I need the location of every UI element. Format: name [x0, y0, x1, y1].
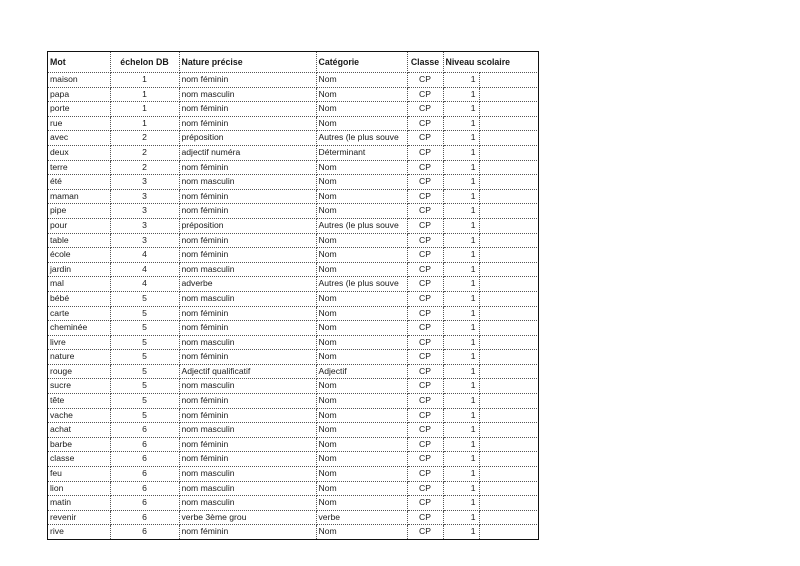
cell-echelon[interactable]: 6 [110, 525, 179, 539]
cell-niveau[interactable]: 1 [443, 467, 479, 482]
table-row [48, 306, 537, 321]
cell-categorie[interactable]: Nom [316, 102, 407, 117]
cell-mot[interactable]: école [48, 248, 110, 263]
cell-classe[interactable]: CP [407, 233, 443, 248]
cell-nature[interactable]: nom féminin [179, 204, 316, 219]
cell-categorie[interactable]: Nom [316, 116, 407, 131]
cell-empty[interactable] [479, 204, 537, 219]
cell-empty[interactable] [479, 248, 537, 263]
cell-nature[interactable]: adverbe [179, 277, 316, 292]
cell-empty[interactable] [479, 291, 537, 306]
cell-empty[interactable] [479, 145, 537, 160]
cell-niveau[interactable]: 1 [443, 145, 479, 160]
cell-classe[interactable]: CP [407, 102, 443, 117]
cell-categorie[interactable]: Nom [316, 233, 407, 248]
cell-echelon[interactable]: 6 [110, 437, 179, 452]
cell-echelon[interactable]: 5 [110, 321, 179, 336]
cell-niveau[interactable]: 1 [443, 306, 479, 321]
cell-niveau[interactable]: 1 [443, 175, 479, 190]
header-row [48, 52, 537, 73]
cell-niveau[interactable]: 1 [443, 218, 479, 233]
table-row [48, 73, 537, 88]
table-row [48, 175, 537, 190]
cell-nature[interactable]: Adjectif qualificatif [179, 364, 316, 379]
table-row [48, 87, 537, 102]
cell-classe[interactable]: CP [407, 437, 443, 452]
cell-mot[interactable]: jardin [48, 262, 110, 277]
cell-empty[interactable] [479, 364, 537, 379]
cell-niveau[interactable]: 1 [443, 350, 479, 365]
cell-categorie[interactable]: verbe [316, 510, 407, 525]
cell-empty[interactable] [479, 87, 537, 102]
cell-echelon[interactable]: 1 [110, 116, 179, 131]
cell-categorie[interactable]: Nom [316, 467, 407, 482]
table-row [48, 277, 537, 292]
cell-nature[interactable]: préposition [179, 131, 316, 146]
cell-echelon[interactable]: 5 [110, 364, 179, 379]
cell-mot[interactable]: sucre [48, 379, 110, 394]
table-row [48, 496, 537, 511]
cell-niveau[interactable]: 1 [443, 262, 479, 277]
cell-categorie[interactable]: Autres (le plus souve [316, 131, 407, 146]
cell-categorie[interactable]: Nom [316, 525, 407, 539]
cell-classe[interactable]: CP [407, 525, 443, 539]
cell-nature[interactable]: nom masculin [179, 379, 316, 394]
cell-mot[interactable]: cheminée [48, 321, 110, 336]
cell-classe[interactable]: CP [407, 394, 443, 409]
cell-classe[interactable]: CP [407, 218, 443, 233]
cell-empty[interactable] [479, 233, 537, 248]
cell-mot[interactable]: maman [48, 189, 110, 204]
cell-mot[interactable]: pour [48, 218, 110, 233]
cell-nature[interactable]: nom masculin [179, 262, 316, 277]
cell-empty[interactable] [479, 335, 537, 350]
cell-mot[interactable]: matin [48, 496, 110, 511]
cell-echelon[interactable]: 6 [110, 496, 179, 511]
cell-echelon[interactable]: 5 [110, 350, 179, 365]
header-categorie: Catégorie [316, 52, 407, 73]
cell-categorie[interactable]: Nom [316, 160, 407, 175]
cell-categorie[interactable]: Nom [316, 394, 407, 409]
cell-nature[interactable]: nom féminin [179, 248, 316, 263]
cell-nature[interactable]: nom féminin [179, 394, 316, 409]
cell-nature[interactable]: nom féminin [179, 437, 316, 452]
cell-empty[interactable] [479, 189, 537, 204]
cell-nature[interactable]: nom féminin [179, 233, 316, 248]
cell-empty[interactable] [479, 496, 537, 511]
cell-classe[interactable]: CP [407, 306, 443, 321]
table-row [48, 481, 537, 496]
cell-categorie[interactable]: Nom [316, 321, 407, 336]
cell-nature[interactable]: nom féminin [179, 452, 316, 467]
cell-empty[interactable] [479, 102, 537, 117]
table-row [48, 204, 537, 219]
cell-echelon[interactable]: 2 [110, 145, 179, 160]
table-row [48, 423, 537, 438]
cell-nature[interactable]: nom masculin [179, 335, 316, 350]
cell-nature[interactable]: nom masculin [179, 481, 316, 496]
cell-empty[interactable] [479, 510, 537, 525]
cell-categorie[interactable]: Nom [316, 189, 407, 204]
cell-categorie[interactable]: Nom [316, 452, 407, 467]
table-row [48, 233, 537, 248]
cell-classe[interactable]: CP [407, 321, 443, 336]
cell-empty[interactable] [479, 277, 537, 292]
cell-classe[interactable]: CP [407, 87, 443, 102]
cell-niveau[interactable]: 1 [443, 452, 479, 467]
cell-empty[interactable] [479, 306, 537, 321]
table-row [48, 335, 537, 350]
cell-echelon[interactable]: 3 [110, 218, 179, 233]
cell-niveau[interactable]: 1 [443, 525, 479, 539]
cell-echelon[interactable]: 6 [110, 467, 179, 482]
table-row [48, 189, 537, 204]
cell-empty[interactable] [479, 408, 537, 423]
cell-echelon[interactable]: 6 [110, 452, 179, 467]
header-niveau: Niveau scolaire [443, 52, 537, 73]
cell-niveau[interactable]: 1 [443, 204, 479, 219]
cell-categorie[interactable]: Autres (le plus souve [316, 277, 407, 292]
cell-categorie[interactable]: Nom [316, 306, 407, 321]
cell-classe[interactable]: CP [407, 350, 443, 365]
cell-classe[interactable]: CP [407, 116, 443, 131]
cell-echelon[interactable]: 5 [110, 306, 179, 321]
cell-mot[interactable]: avec [48, 131, 110, 146]
cell-empty[interactable] [479, 350, 537, 365]
cell-mot[interactable]: vache [48, 408, 110, 423]
cell-niveau[interactable]: 1 [443, 408, 479, 423]
cell-classe[interactable]: CP [407, 160, 443, 175]
cell-echelon[interactable]: 3 [110, 175, 179, 190]
cell-mot[interactable]: bébé [48, 291, 110, 306]
cell-classe[interactable]: CP [407, 452, 443, 467]
cell-niveau[interactable]: 1 [443, 160, 479, 175]
cell-mot[interactable]: livre [48, 335, 110, 350]
table-row [48, 364, 537, 379]
cell-categorie[interactable]: Nom [316, 73, 407, 88]
cell-mot[interactable]: table [48, 233, 110, 248]
table-row [48, 262, 537, 277]
cell-nature[interactable]: nom féminin [179, 306, 316, 321]
header-mot: Mot [48, 52, 110, 73]
word-table-sheet [47, 51, 539, 540]
cell-empty[interactable] [479, 262, 537, 277]
cell-echelon[interactable]: 5 [110, 291, 179, 306]
cell-categorie[interactable]: Nom [316, 481, 407, 496]
cell-niveau[interactable]: 1 [443, 277, 479, 292]
cell-echelon[interactable]: 4 [110, 277, 179, 292]
cell-empty[interactable] [479, 437, 537, 452]
cell-mot[interactable]: mal [48, 277, 110, 292]
cell-empty[interactable] [479, 73, 537, 88]
cell-empty[interactable] [479, 116, 537, 131]
cell-classe[interactable]: CP [407, 510, 443, 525]
cell-empty[interactable] [479, 525, 537, 539]
cell-classe[interactable]: CP [407, 291, 443, 306]
cell-nature[interactable]: adjectif numéra [179, 145, 316, 160]
cell-mot[interactable]: nature [48, 350, 110, 365]
cell-classe[interactable]: CP [407, 277, 443, 292]
cell-nature[interactable]: nom féminin [179, 525, 316, 539]
cell-niveau[interactable]: 1 [443, 248, 479, 263]
cell-classe[interactable]: CP [407, 408, 443, 423]
cell-mot[interactable]: classe [48, 452, 110, 467]
cell-niveau[interactable]: 1 [443, 131, 479, 146]
cell-categorie[interactable]: Nom [316, 379, 407, 394]
cell-categorie[interactable]: Déterminant [316, 145, 407, 160]
cell-nature[interactable]: nom féminin [179, 73, 316, 88]
cell-mot[interactable]: lion [48, 481, 110, 496]
cell-echelon[interactable]: 3 [110, 233, 179, 248]
cell-nature[interactable]: nom féminin [179, 408, 316, 423]
cell-classe[interactable]: CP [407, 145, 443, 160]
cell-empty[interactable] [479, 160, 537, 175]
table-row [48, 379, 537, 394]
cell-categorie[interactable]: Nom [316, 408, 407, 423]
table-row [48, 408, 537, 423]
cell-mot[interactable]: tête [48, 394, 110, 409]
cell-echelon[interactable]: 5 [110, 394, 179, 409]
cell-classe[interactable]: CP [407, 131, 443, 146]
cell-categorie[interactable]: Nom [316, 291, 407, 306]
cell-mot[interactable]: été [48, 175, 110, 190]
cell-nature[interactable]: nom masculin [179, 496, 316, 511]
cell-mot[interactable]: rouge [48, 364, 110, 379]
cell-niveau[interactable]: 1 [443, 102, 479, 117]
cell-echelon[interactable]: 1 [110, 73, 179, 88]
cell-empty[interactable] [479, 481, 537, 496]
cell-empty[interactable] [479, 394, 537, 409]
cell-mot[interactable]: maison [48, 73, 110, 88]
cell-echelon[interactable]: 2 [110, 131, 179, 146]
cell-echelon[interactable]: 3 [110, 189, 179, 204]
cell-classe[interactable]: CP [407, 496, 443, 511]
cell-echelon[interactable]: 1 [110, 87, 179, 102]
cell-mot[interactable]: pipe [48, 204, 110, 219]
cell-nature[interactable]: verbe 3ème grou [179, 510, 316, 525]
table-row [48, 248, 537, 263]
cell-echelon[interactable]: 6 [110, 510, 179, 525]
table-row [48, 467, 537, 482]
cell-nature[interactable]: nom féminin [179, 116, 316, 131]
cell-classe[interactable]: CP [407, 189, 443, 204]
cell-categorie[interactable]: Adjectif [316, 364, 407, 379]
cell-niveau[interactable]: 1 [443, 481, 479, 496]
cell-mot[interactable]: rive [48, 525, 110, 539]
header-nature: Nature précise [179, 52, 316, 73]
cell-echelon[interactable]: 6 [110, 481, 179, 496]
cell-empty[interactable] [479, 218, 537, 233]
table-row [48, 321, 537, 336]
cell-classe[interactable]: CP [407, 262, 443, 277]
table-row [48, 131, 537, 146]
cell-nature[interactable]: nom masculin [179, 291, 316, 306]
cell-niveau[interactable]: 1 [443, 496, 479, 511]
cell-categorie[interactable]: Nom [316, 248, 407, 263]
table-row [48, 116, 537, 131]
cell-empty[interactable] [479, 423, 537, 438]
cell-niveau[interactable]: 1 [443, 73, 479, 88]
cell-niveau[interactable]: 1 [443, 437, 479, 452]
cell-categorie[interactable]: Nom [316, 87, 407, 102]
cell-mot[interactable]: revenir [48, 510, 110, 525]
cell-mot[interactable]: feu [48, 467, 110, 482]
table-row [48, 510, 537, 525]
table-row [48, 350, 537, 365]
cell-echelon[interactable]: 4 [110, 248, 179, 263]
cell-classe[interactable]: CP [407, 379, 443, 394]
cell-niveau[interactable]: 1 [443, 423, 479, 438]
cell-echelon[interactable]: 2 [110, 160, 179, 175]
cell-empty[interactable] [479, 379, 537, 394]
cell-mot[interactable]: rue [48, 116, 110, 131]
cell-nature[interactable]: nom masculin [179, 87, 316, 102]
cell-niveau[interactable]: 1 [443, 335, 479, 350]
cell-categorie[interactable]: Nom [316, 437, 407, 452]
table-row [48, 291, 537, 306]
cell-categorie[interactable]: Autres (le plus souve [316, 218, 407, 233]
cell-empty[interactable] [479, 175, 537, 190]
cell-niveau[interactable]: 1 [443, 233, 479, 248]
cell-niveau[interactable]: 1 [443, 321, 479, 336]
header-classe: Classe [407, 52, 443, 73]
cell-classe[interactable]: CP [407, 73, 443, 88]
cell-empty[interactable] [479, 467, 537, 482]
cell-empty[interactable] [479, 131, 537, 146]
cell-niveau[interactable]: 1 [443, 189, 479, 204]
cell-niveau[interactable]: 1 [443, 87, 479, 102]
cell-mot[interactable]: carte [48, 306, 110, 321]
cell-nature[interactable]: nom masculin [179, 423, 316, 438]
cell-echelon[interactable]: 4 [110, 262, 179, 277]
cell-categorie[interactable]: Nom [316, 262, 407, 277]
cell-niveau[interactable]: 1 [443, 364, 479, 379]
table-row [48, 218, 537, 233]
cell-niveau[interactable]: 1 [443, 510, 479, 525]
table-row [48, 437, 537, 452]
cell-categorie[interactable]: Nom [316, 350, 407, 365]
word-table [48, 52, 537, 539]
table-row [48, 525, 537, 539]
header-echelon: échelon DB [110, 52, 179, 73]
cell-echelon[interactable]: 1 [110, 102, 179, 117]
table-row [48, 394, 537, 409]
cell-nature[interactable]: nom féminin [179, 160, 316, 175]
cell-mot[interactable]: papa [48, 87, 110, 102]
cell-nature[interactable]: nom masculin [179, 467, 316, 482]
cell-niveau[interactable]: 1 [443, 379, 479, 394]
cell-mot[interactable]: terre [48, 160, 110, 175]
cell-echelon[interactable]: 5 [110, 379, 179, 394]
cell-classe[interactable]: CP [407, 423, 443, 438]
cell-echelon[interactable]: 5 [110, 335, 179, 350]
table-row [48, 102, 537, 117]
cell-empty[interactable] [479, 452, 537, 467]
cell-classe[interactable]: CP [407, 481, 443, 496]
cell-mot[interactable]: barbe [48, 437, 110, 452]
cell-echelon[interactable]: 5 [110, 408, 179, 423]
cell-classe[interactable]: CP [407, 204, 443, 219]
cell-niveau[interactable]: 1 [443, 394, 479, 409]
table-row [48, 160, 537, 175]
cell-categorie[interactable]: Nom [316, 175, 407, 190]
cell-classe[interactable]: CP [407, 364, 443, 379]
cell-nature[interactable]: nom féminin [179, 102, 316, 117]
cell-mot[interactable]: achat [48, 423, 110, 438]
cell-classe[interactable]: CP [407, 248, 443, 263]
cell-nature[interactable]: nom masculin [179, 175, 316, 190]
cell-nature[interactable]: nom féminin [179, 321, 316, 336]
cell-classe[interactable]: CP [407, 335, 443, 350]
cell-echelon[interactable]: 6 [110, 423, 179, 438]
cell-mot[interactable]: porte [48, 102, 110, 117]
cell-mot[interactable]: deux [48, 145, 110, 160]
cell-categorie[interactable]: Nom [316, 204, 407, 219]
cell-niveau[interactable]: 1 [443, 291, 479, 306]
cell-categorie[interactable]: Nom [316, 496, 407, 511]
table-row [48, 452, 537, 467]
cell-niveau[interactable]: 1 [443, 116, 479, 131]
cell-nature[interactable]: préposition [179, 218, 316, 233]
cell-nature[interactable]: nom féminin [179, 350, 316, 365]
cell-nature[interactable]: nom féminin [179, 189, 316, 204]
cell-echelon[interactable]: 3 [110, 204, 179, 219]
table-row [48, 145, 537, 160]
cell-categorie[interactable]: Nom [316, 335, 407, 350]
cell-empty[interactable] [479, 321, 537, 336]
table-body [48, 73, 537, 540]
cell-classe[interactable]: CP [407, 175, 443, 190]
cell-categorie[interactable]: Nom [316, 423, 407, 438]
cell-classe[interactable]: CP [407, 467, 443, 482]
